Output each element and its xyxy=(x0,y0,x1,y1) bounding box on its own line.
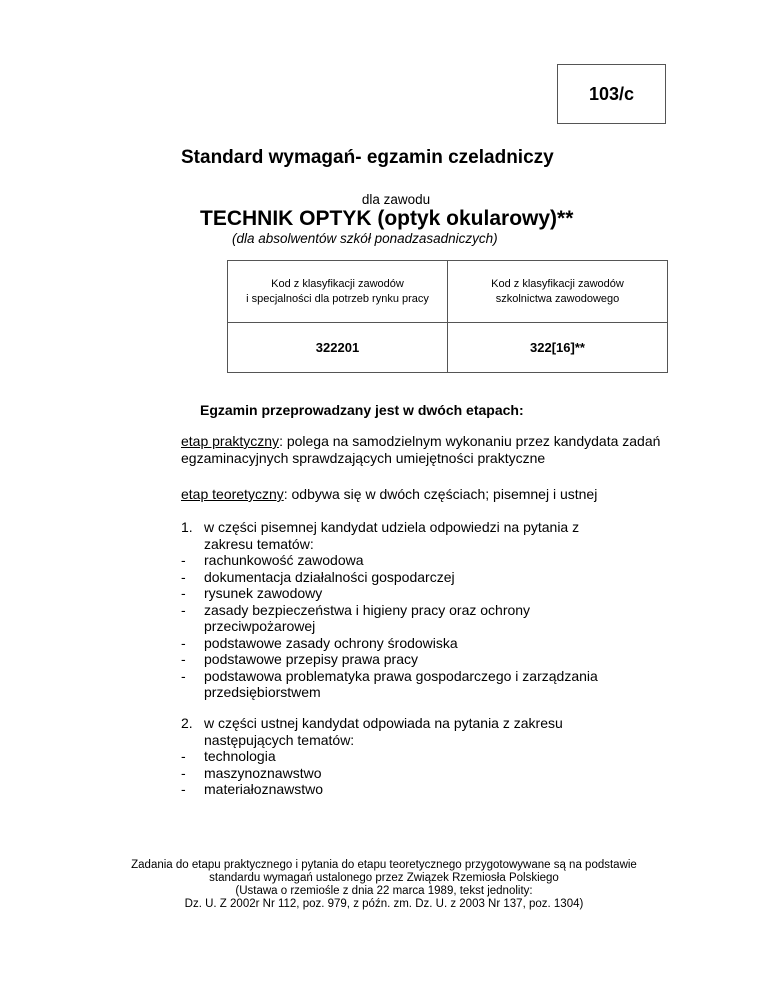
footer-line: (Ustawa o rzemiośle z dnia 22 marca 1989, tekst jednolity: xyxy=(235,885,533,897)
table-header-row xyxy=(228,261,668,323)
bullet-dash: - xyxy=(181,585,186,601)
bullet-dash: - xyxy=(181,781,186,797)
topic-item: zasady bezpieczeństwa i higieny pracy oraz ochrony przeciwpożarowej xyxy=(204,601,531,634)
list-number: 1. xyxy=(181,519,193,535)
practical-stage-text: : polega na samodzielnym wykonaniu przez kandydata zadań egzaminacyjnych sprawdzających umiejętności praktyczne xyxy=(181,433,661,466)
practical-stage xyxy=(181,433,681,466)
list-item xyxy=(181,651,598,668)
bullet-dash: - xyxy=(181,667,186,684)
topic-item: rysunek zawodowy xyxy=(204,585,323,601)
bullet-dash: - xyxy=(181,651,186,667)
bullet-dash: - xyxy=(181,552,186,568)
topic-item: podstawowe przepisy prawa pracy xyxy=(204,651,418,667)
topic-item: podstawowe zasady ochrony środowiska xyxy=(204,634,458,651)
table-value-row xyxy=(228,323,668,373)
document-code-box xyxy=(557,64,666,124)
list-item xyxy=(181,602,598,635)
list-item xyxy=(181,519,598,552)
profession-name: TECHNIK OPTYK (optyk okularowy)** xyxy=(200,207,574,230)
list-item xyxy=(181,552,598,569)
topic-item: podstawowa problematyka prawa gospodarczego i zarządzania przedsiębiorstwem xyxy=(204,667,598,700)
list-item xyxy=(181,668,598,701)
list-item xyxy=(181,781,563,798)
bullet-dash: - xyxy=(181,634,186,651)
topic-item: rachunkowość zawodowa xyxy=(204,552,364,568)
list-item xyxy=(181,635,598,652)
list-item xyxy=(181,569,598,586)
bullet-dash: - xyxy=(181,601,186,618)
footer-line: Zadania do etapu praktycznego i pytania do etapu teoretycznego przygotowywane są na podstawie xyxy=(131,859,637,871)
topic-item: technologia xyxy=(204,748,276,764)
footer-line: Dz. U. Z 2002r Nr 112, poz. 979, z późn. zm. Dz. U. z 2003 Nr 137, poz. 1304) xyxy=(184,898,584,910)
theory-stage-text: : odbywa się w dwóch częściach; pisemnej i ustnej xyxy=(283,486,598,502)
theory-stage xyxy=(181,486,701,503)
list-item xyxy=(181,765,563,782)
bullet-dash: - xyxy=(181,764,186,781)
for-profession-label: dla zawodu xyxy=(361,192,431,207)
footer-note xyxy=(0,859,768,911)
oral-part-list xyxy=(181,715,563,798)
bullet-dash: - xyxy=(181,748,186,764)
topic-item: dokumentacja działalności gospodarczej xyxy=(204,568,455,585)
document-code: 103/c xyxy=(588,83,635,104)
topic-item: maszynoznawstwo xyxy=(204,764,322,781)
list-item xyxy=(181,585,598,602)
list-item xyxy=(181,715,563,748)
table-header-cell: Kod z klasyfikacji zawodów szkolnictwa zawodowego xyxy=(448,261,668,323)
theory-stage-label: etap teoretyczny xyxy=(181,486,284,502)
list-number: 2. xyxy=(181,715,193,731)
exam-intro: Egzamin przeprowadzany jest w dwóch etapach: xyxy=(200,402,524,418)
table-header-cell: Kod z klasyfikacji zawodów i specjalności dla potrzeb rynku pracy xyxy=(228,261,448,323)
footer-line: standardu wymagań ustalonego przez Związek Rzemiosła Polskiego xyxy=(209,872,559,884)
written-part-list xyxy=(181,519,598,701)
page-title: Standard wymagań- egzamin czeladniczy xyxy=(181,147,554,168)
written-intro: w części pisemnej kandydat udziela odpowiedzi na pytania z zakresu tematów: xyxy=(204,519,580,552)
market-classification-code: 322201 xyxy=(228,323,448,373)
list-item xyxy=(181,748,563,765)
audience-note: (dla absolwentów szkół ponadzasadniczych) xyxy=(232,231,498,246)
classification-codes-table xyxy=(227,260,668,373)
school-classification-code: 322[16]** xyxy=(448,323,668,373)
oral-intro: w części ustnej kandydat odpowiada na pytania z zakresu następujących tematów: xyxy=(204,715,563,748)
topic-item: materiałoznawstwo xyxy=(204,781,324,797)
bullet-dash: - xyxy=(181,568,186,585)
practical-stage-label: etap praktyczny xyxy=(181,433,280,449)
